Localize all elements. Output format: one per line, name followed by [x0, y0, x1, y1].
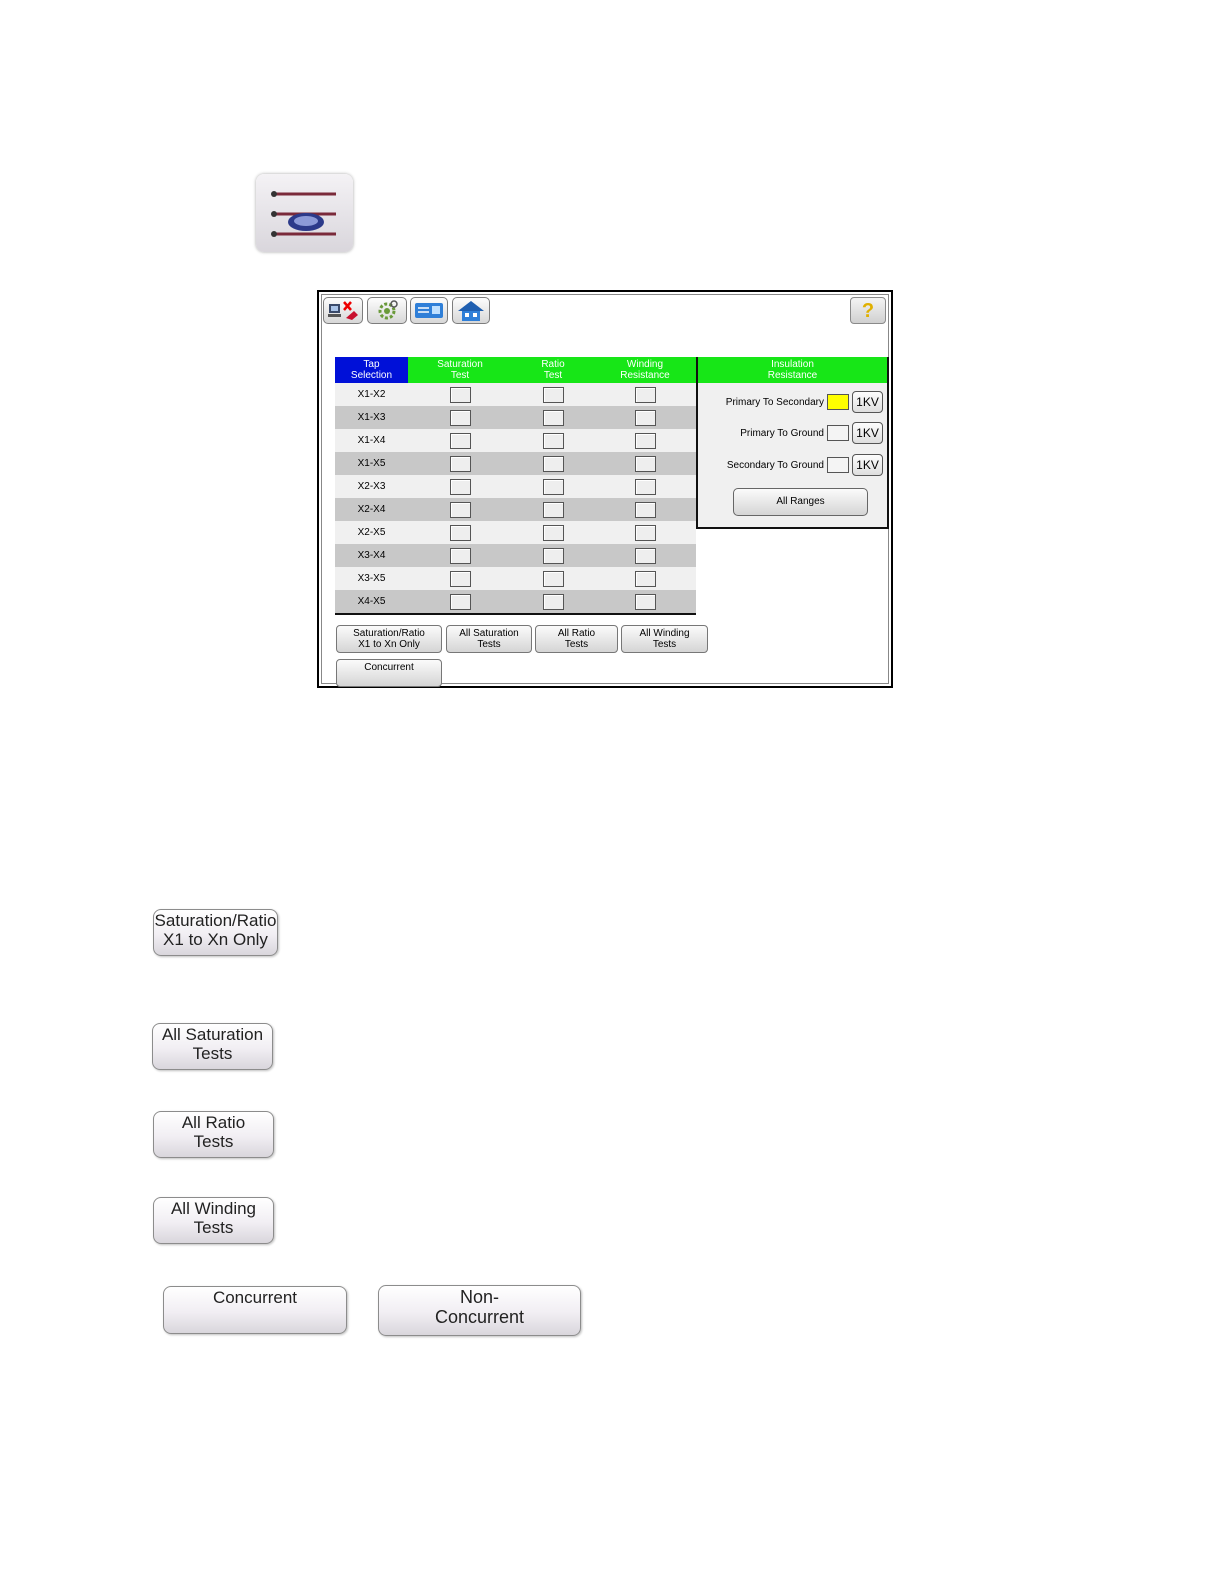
data-card-icon[interactable]	[410, 297, 448, 324]
insulation-row-primary-ground	[740, 421, 883, 445]
ratio-checkbox[interactable]	[543, 571, 564, 587]
table-row	[335, 521, 696, 544]
ratio-checkbox[interactable]	[543, 433, 564, 449]
kv-button[interactable]: 1KV	[852, 391, 883, 413]
saturation-checkbox[interactable]	[450, 502, 471, 518]
table-row	[335, 498, 696, 521]
saturation-checkbox[interactable]	[450, 479, 471, 495]
saturation-ratio-x1-xn-large-button[interactable]: Saturation/Ratio X1 to Xn Only	[153, 909, 278, 956]
table-cell	[408, 548, 512, 564]
insulation-label: Primary To Secondary	[725, 396, 824, 408]
winding-checkbox[interactable]	[635, 479, 656, 495]
tap-selection-table	[335, 357, 696, 615]
tap-label: X3-X4	[357, 550, 386, 561]
table-row	[335, 406, 696, 429]
table-row	[335, 567, 696, 590]
winding-checkbox[interactable]	[635, 502, 656, 518]
table-cell	[408, 456, 512, 472]
all-winding-tests-button[interactable]: All Winding Tests	[621, 625, 708, 653]
winding-checkbox[interactable]	[635, 525, 656, 541]
table-row	[335, 475, 696, 498]
table-cell	[408, 433, 512, 449]
tap-label: X1-X3	[357, 412, 386, 423]
all-ranges-button[interactable]: All Ranges	[733, 488, 868, 516]
saturation-checkbox[interactable]	[450, 525, 471, 541]
insulation-label: Secondary To Ground	[726, 459, 824, 471]
tap-label: X1-X4	[357, 435, 386, 446]
table-cell	[408, 410, 512, 426]
table-cell	[594, 548, 696, 564]
table-cell	[512, 387, 594, 403]
table-cell	[512, 410, 594, 426]
table-cell	[512, 548, 594, 564]
table-cell	[594, 479, 696, 495]
ratio-checkbox[interactable]	[543, 548, 564, 564]
table-row	[335, 452, 696, 475]
all-winding-tests-large-button[interactable]: All Winding Tests	[153, 1197, 274, 1244]
table-cell	[408, 525, 512, 541]
saturation-checkbox[interactable]	[450, 387, 471, 403]
concurrent-large-button[interactable]: Concurrent	[163, 1286, 347, 1334]
insulation-checkbox[interactable]	[827, 394, 849, 410]
table-cell	[512, 571, 594, 587]
winding-checkbox[interactable]	[635, 594, 656, 610]
saturation-ratio-x1-xn-button[interactable]: Saturation/Ratio X1 to Xn Only	[336, 625, 442, 653]
table-row	[335, 383, 696, 406]
tap-label: X2-X3	[357, 481, 386, 492]
table-cell	[594, 502, 696, 518]
all-ratio-tests-button[interactable]: All Ratio Tests	[535, 625, 618, 653]
table-row	[335, 590, 696, 613]
table-row	[335, 544, 696, 567]
saturation-checkbox[interactable]	[450, 456, 471, 472]
insulation-row-secondary-ground	[727, 453, 883, 477]
home-icon[interactable]	[452, 297, 490, 324]
header-ratio-test: Ratio Test	[512, 357, 594, 383]
winding-checkbox[interactable]	[635, 410, 656, 426]
help-button[interactable]	[850, 297, 886, 324]
screen-frame	[321, 294, 889, 684]
tap-label: X2-X5	[357, 527, 386, 538]
header-winding-resistance: Winding Resistance	[594, 357, 696, 383]
winding-checkbox[interactable]	[635, 433, 656, 449]
header-tap-selection: Tap Selection	[335, 357, 408, 383]
winding-checkbox[interactable]	[635, 571, 656, 587]
concurrent-button[interactable]: Concurrent	[336, 659, 442, 687]
ratio-checkbox[interactable]	[543, 502, 564, 518]
tap-label: X4-X5	[357, 596, 386, 607]
table-cell	[408, 571, 512, 587]
ratio-checkbox[interactable]	[543, 594, 564, 610]
kv-button[interactable]: 1KV	[852, 422, 883, 444]
tap-label: X2-X4	[357, 504, 386, 515]
settings-gear-icon[interactable]	[367, 297, 407, 324]
table-cell	[512, 525, 594, 541]
header-saturation-test: Saturation Test	[408, 357, 512, 383]
insulation-checkbox[interactable]	[827, 425, 849, 441]
table-row	[335, 429, 696, 452]
table-cell	[594, 433, 696, 449]
table-cell	[408, 502, 512, 518]
table-cell	[594, 410, 696, 426]
saturation-checkbox[interactable]	[450, 571, 471, 587]
ratio-checkbox[interactable]	[543, 456, 564, 472]
table-cell	[512, 433, 594, 449]
all-saturation-tests-button[interactable]: All Saturation Tests	[446, 625, 532, 653]
insulation-checkbox[interactable]	[827, 457, 849, 473]
saturation-checkbox[interactable]	[450, 410, 471, 426]
all-ratio-tests-large-button[interactable]: All Ratio Tests	[153, 1111, 274, 1158]
tap-label: X1-X2	[357, 389, 386, 400]
table-header	[335, 357, 696, 383]
table-cell	[594, 594, 696, 610]
winding-checkbox[interactable]	[635, 387, 656, 403]
tap-selection-screen	[317, 290, 893, 688]
saturation-checkbox[interactable]	[450, 594, 471, 610]
table-cell	[408, 479, 512, 495]
table-cell	[512, 594, 594, 610]
table-cell	[408, 387, 512, 403]
table-cell	[408, 594, 512, 610]
table-cell	[594, 456, 696, 472]
table-cell	[512, 502, 594, 518]
insulation-label: Primary To Ground	[740, 427, 824, 439]
ratio-checkbox[interactable]	[543, 479, 564, 495]
saturation-checkbox[interactable]	[450, 433, 471, 449]
all-saturation-tests-large-button[interactable]: All Saturation Tests	[152, 1023, 273, 1070]
table-cell	[594, 387, 696, 403]
tap-label: X3-X5	[357, 573, 386, 584]
kv-button[interactable]: 1KV	[852, 454, 883, 476]
insulation-header: Insulation Resistance	[698, 357, 887, 383]
table-cell	[512, 479, 594, 495]
non-concurrent-large-button[interactable]: Non- Concurrent	[378, 1285, 581, 1336]
ratio-checkbox[interactable]	[543, 410, 564, 426]
test-list-icon[interactable]	[256, 174, 353, 252]
insulation-row-primary-secondary	[726, 390, 883, 414]
ratio-checkbox[interactable]	[543, 525, 564, 541]
insulation-resistance-panel	[696, 357, 889, 529]
disconnect-icon[interactable]	[323, 297, 363, 324]
winding-checkbox[interactable]	[635, 548, 656, 564]
table-cell	[594, 571, 696, 587]
winding-checkbox[interactable]	[635, 456, 656, 472]
help-icon: ?	[861, 300, 875, 322]
table-cell	[512, 456, 594, 472]
ratio-checkbox[interactable]	[543, 387, 564, 403]
table-cell	[594, 525, 696, 541]
saturation-checkbox[interactable]	[450, 548, 471, 564]
tap-label: X1-X5	[357, 458, 386, 469]
